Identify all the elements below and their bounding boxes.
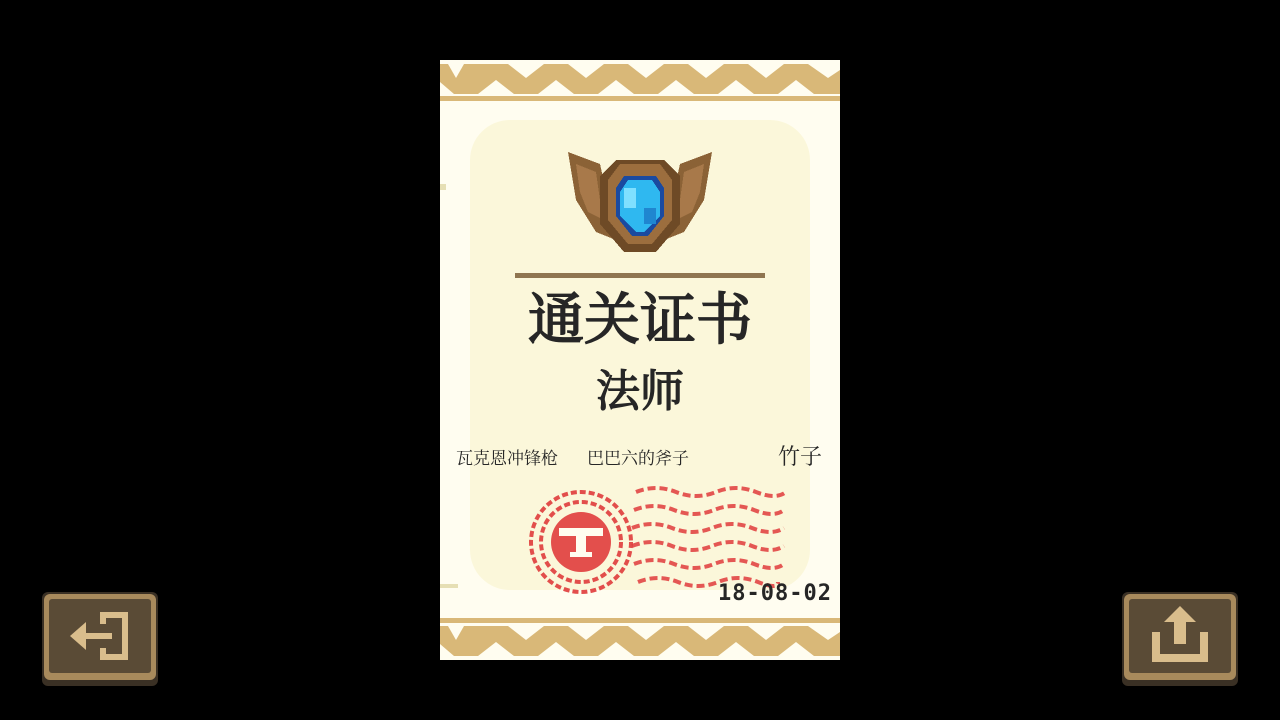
gem-crest-icon	[568, 152, 712, 260]
completion-certificate	[440, 60, 840, 660]
share-button[interactable]	[1122, 592, 1238, 686]
certificate-title: 通关证书	[528, 288, 752, 353]
weapon-name-1: 瓦克恩冲锋枪	[456, 449, 558, 469]
player-name: 竹子	[778, 445, 823, 470]
exit-button[interactable]	[42, 592, 158, 686]
weapon-name-2: 巴巴六的斧子	[587, 449, 689, 469]
title-divider	[515, 273, 765, 278]
completion-date: 18-08-02	[718, 581, 832, 606]
bottom-border	[440, 616, 840, 660]
top-border	[440, 60, 840, 104]
hero-class-name: 法师	[596, 366, 684, 417]
